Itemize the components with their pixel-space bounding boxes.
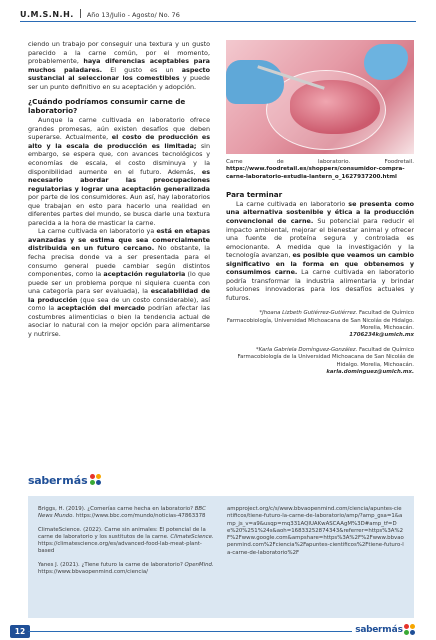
lab-meat-photo xyxy=(226,40,414,154)
author-2-affiliation: Facultad de Químico Farmacobiología de la Universidad Michoacana de San Nicolás de Hidalgo. Morelia, Michoacán. xyxy=(237,347,414,368)
meat-sample-shape xyxy=(290,80,380,134)
author-1-name: *Jhoana Lizbeth Gutiérrez-Gutiérrez. xyxy=(259,310,358,317)
footer-logo: saber más xyxy=(355,624,416,636)
author-2-email[interactable]: karla.dominguez@umich.mx. xyxy=(326,368,414,375)
author-2-name: *Karla Gabriela Domínguez-González. xyxy=(255,347,358,354)
reference-item: Yanes J. (2021). ¿Tiene futuro la carne de laboratorio? OpenMind. https://www.bbvaopenmind.com/ciencia/ xyxy=(38,561,214,576)
left-column xyxy=(28,40,210,339)
footer-logo-circles-icon xyxy=(404,624,416,636)
glove-right-shape xyxy=(364,44,408,80)
footer-rule xyxy=(28,631,352,632)
page-header xyxy=(20,8,416,22)
right-column xyxy=(226,40,414,376)
author-2 xyxy=(226,347,414,376)
header-separator xyxy=(80,9,81,18)
sabermas-logo: saber más xyxy=(28,472,102,488)
reference-item: Briggs, H. (2019). ¿Comerías carne hecha en laboratorio? BBC News Mundo. https://www.bbc.com/mundo/noticias-47863378 xyxy=(38,506,206,520)
reference-url-continuation[interactable]: ampproject.org/c/s/www.bbvaopenmind.com/ciencia/apuntes-cientificos/tiene-futuro-la-carne-de-laboratorio/amp/?amp_gsa=1&amp_js_v=a9&usqp=mq331AQIUAKwASCAAgM%3D#amp_tf=De%20%251%24s&aoh=16833252874343&referrer=https%3A%2F%2Fwww.google.com&ampshare=https%3A%2F%2Fwww.bbvaopenmind.com%2Fciencia%2Fapuntes-cientificos%2Ftiene-futuro-la-carne-de-laboratorio%2F xyxy=(227,506,404,556)
left-paragraph-2: Aunque la carne cultivada en laboratorio ofrece grandes promesas, aún existen desafíos que deben superarse. Actualmente, el costo de producción es alto y la escala de producción es limitada; sin embargo, se espera que, con avances tecnológicos y economías de escala, el costo disminuya y la disponibilidad aumente en el futuro. Además, es necesario abordar las preocupaciones regulatorias y lograr una aceptación generalizada por parte de los consumidores. Aun así, hay laboratorios que trabajan en esto para hacerlo una realidad en diferentes partes del mundo, se busca darle una textura parecida a la hora de masticar la carne. xyxy=(28,116,211,227)
section-title-conclusion: Para terminar xyxy=(226,189,283,199)
photo-caption: Carne de laboratorio. Foodretail. https://www.foodretail.es/shoppers/consumidor-compra-carne-laboratorio-estudia-lantern_o_1627937200.html xyxy=(226,159,414,180)
header-org: U.M.S.N.H. xyxy=(20,10,74,19)
header-issue: Año 13/Julio - Agosto/ No. 76 xyxy=(86,11,180,19)
author-1-email[interactable]: 1706234k@umich.mx xyxy=(349,332,414,339)
left-paragraph-1: ciendo un trabajo por conseguir una textura y un gusto parecido a la carne común, por el momento, probablemente, haya diferencias aceptables para muchos paladares. El gusto es un aspecto sustancial al seleccionar los comestibles y puede ser un punto definitivo en su aceptación y adopción. xyxy=(28,40,210,91)
author-1 xyxy=(226,310,414,339)
page-footer xyxy=(0,622,436,640)
reference-item: ClimateScience. (2022). Carne sin animales: El potencial de la carne de laboratorio y los sustitutos de la carne. ClimateScience. https://climatescience.org/es/advanced-food-lab-meat-plant-based xyxy=(38,526,214,555)
page-number: 12 xyxy=(10,625,30,638)
section-title-when: ¿Cuándo podríamos consumir carne de laboratorio? xyxy=(28,97,186,116)
glove-left-shape xyxy=(226,60,284,104)
left-paragraph-3: La carne cultivada en laboratorio ya está en etapas avanzadas y se estima que sea comercialmente distribuida en un futuro cercano. No obstante, la fecha precisa donde va a ser presentada para el consumo general puede cambiar según distintos componentes, como la aceptación regulatoria (lo que puede ser un problema porque ni siquiera cuenta con una categoría para ser evaluada), la escalabilidad de la producción (que sea de un costo considerable), así como la aceptación del mercado podrían afectar las costumbres alimenticias o bien la tendencia actual de asociar lo natural con la mejor opción para alimentarse y nutrirse. xyxy=(28,227,211,338)
references-right xyxy=(227,506,404,608)
right-paragraph-1: La carne cultivada en laboratorio se presenta como una alternativa sostenible y ética a la producción convencional de carne. Su potencial para reducir el impacto ambiental, mejorar el bienestar animal y ofrecer una fuente de proteína segura y controlada es emocionante. A medida que la investigación y la tecnología avanzan, es posible que veamos un cambio significativo en la forma en que obtenemos y consumimos carne. La carne cultivada en laboratorio podría transformar la industria alimentaria y brindar soluciones innovadoras para los desafíos actuales y futuros. xyxy=(226,199,415,302)
references-left xyxy=(38,506,215,608)
author-1-affiliation: Facultad de Químico Farmacobiología, Universidad Michoacana de San Nicolás de Hidalgo. Morelia, Michoacán. xyxy=(226,310,414,331)
caption-link[interactable]: https://www.foodretail.es/shoppers/consumidor-compra-carne-laboratorio-estudia-lantern_o_1627937200.html xyxy=(226,166,405,180)
references-box xyxy=(28,496,414,618)
logo-circles-icon xyxy=(90,474,102,486)
